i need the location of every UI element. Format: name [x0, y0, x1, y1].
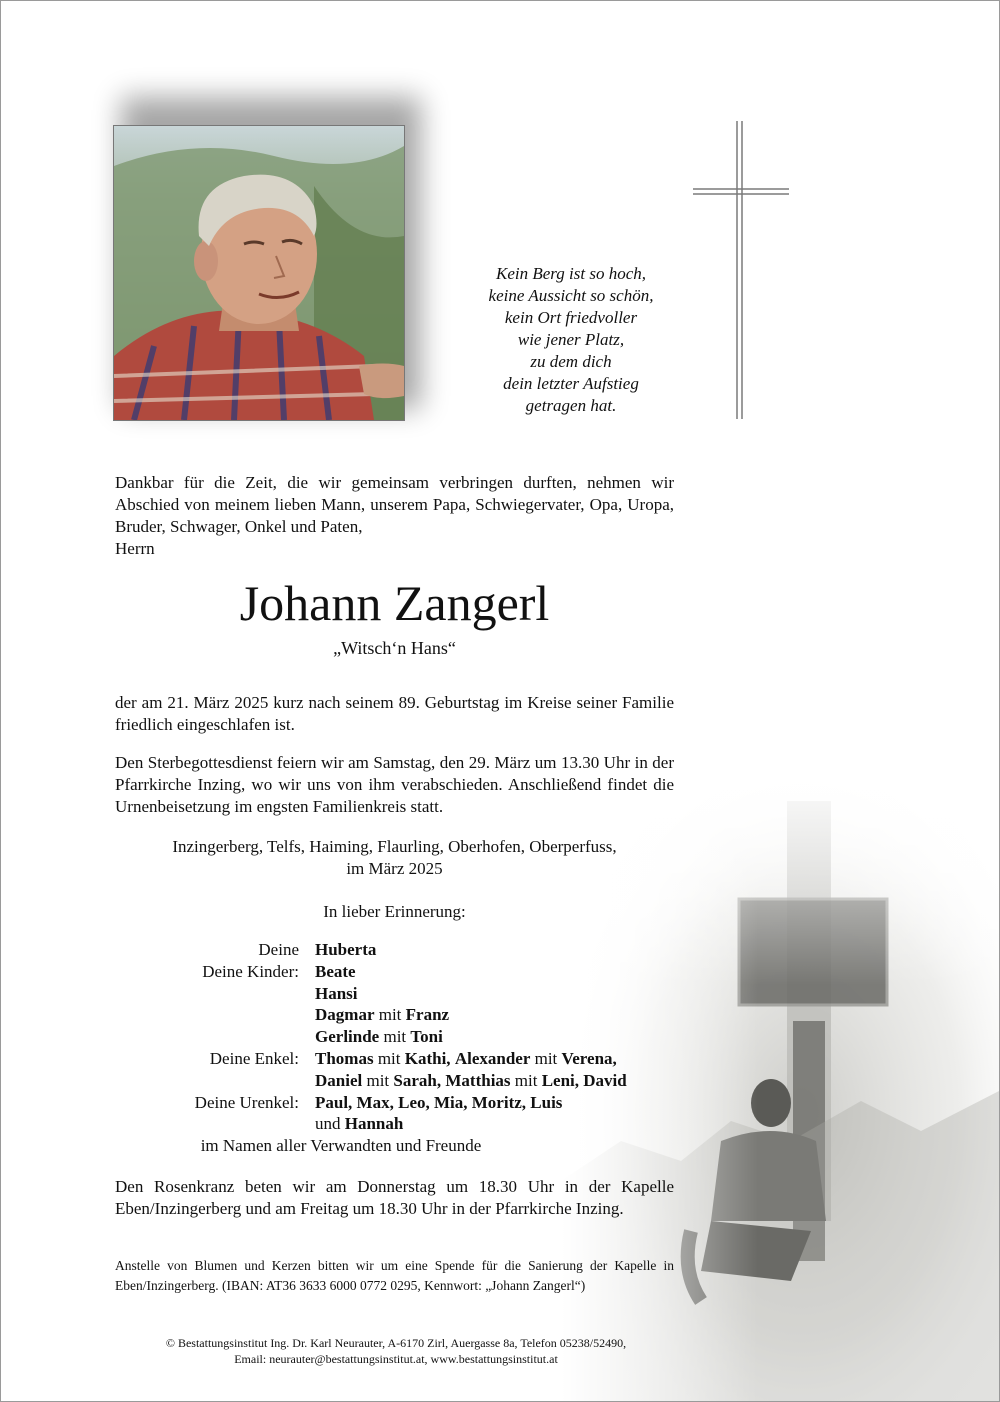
mourner-row — [101, 961, 681, 983]
mourner-row — [101, 1070, 681, 1092]
places-line: Inzingerberg, Telfs, Haiming, Flaurling, Oberhofen, Oberperfuss, — [172, 837, 617, 856]
connector: mit — [514, 1070, 538, 1090]
intro-text — [115, 472, 674, 560]
cross-icon — [691, 121, 791, 421]
connector: mit — [534, 1048, 558, 1068]
connector: mit — [377, 1048, 401, 1068]
mourner-name: Leni, — [541, 1070, 580, 1090]
mourner-name: Matthias — [445, 1070, 511, 1090]
memory-heading: In lieber Erinnerung: — [323, 902, 466, 921]
donation-notice: Anstelle von Blumen und Kerzen bitten wir um eine Spende für die Sanierung der Kapelle in Eben/Inzingerberg. (IBAN: AT36 3633 6000 0772 0295, Kennwort: „Johann Zangerl“) — [115, 1258, 674, 1293]
connector: mit — [378, 1005, 402, 1025]
poem-line: kein Ort friedvoller — [504, 308, 638, 327]
mourner-name: Paul, Max, Leo, Mia, Moritz, Luis — [315, 1092, 563, 1112]
mourner-name: Franz — [405, 1005, 450, 1025]
mourner-row — [101, 1135, 681, 1157]
date-line: im März 2025 — [346, 859, 443, 878]
mourner-name: Hannah — [344, 1114, 404, 1134]
footer-line: © Bestattungsinstitut Ing. Dr. Karl Neurauter, A-6170 Zirl, Auergasse 8a, Telefon 05238/52490, — [165, 1336, 627, 1350]
funeral-notice: Den Sterbegottesdienst feiern wir am Samstag, den 29. März um 13.30 Uhr in der Pfarrkirche Inzing, wo wir uns von ihm verabschieden. Anschließend findet die Urnenbeisetzung im engsten Familienkreis statt. — [115, 753, 674, 816]
poem-line: keine Aussicht so schön, — [488, 286, 654, 305]
relatives-line: im Namen aller Verwandten und Freunde — [200, 1136, 482, 1156]
mourner-name: Hansi — [315, 983, 358, 1003]
mourner-row — [101, 1048, 681, 1070]
mourner-role: Deine Urenkel: — [194, 1092, 299, 1112]
mourner-name: Verena, — [561, 1048, 617, 1068]
mourner-name: Beate — [315, 961, 356, 981]
deceased-name: Johann Zangerl — [239, 575, 550, 631]
places-date — [115, 836, 674, 880]
mourner-row — [101, 939, 681, 961]
mourner-name: Alexander — [454, 1048, 531, 1068]
mourner-name: Thomas — [315, 1048, 374, 1068]
mourner-name: Toni — [410, 1027, 443, 1047]
death-notice: der am 21. März 2025 kurz nach seinem 89. Geburtstag im Kreise seiner Familie friedlich eingeschlafen ist. — [115, 693, 674, 734]
mourner-name: Daniel — [315, 1070, 363, 1090]
footer — [101, 1335, 691, 1367]
mourner-role: Deine Kinder: — [202, 961, 299, 981]
salutation: Herrn — [115, 539, 155, 558]
poem-line: wie jener Platz, — [517, 330, 625, 349]
mourner-row — [101, 1026, 681, 1048]
poem-line: zu dem dich — [530, 352, 612, 371]
mourner-name: Dagmar — [315, 1005, 375, 1025]
mourner-name: Huberta — [315, 940, 377, 959]
mourner-name: Gerlinde — [315, 1027, 380, 1047]
footer-line: Email: neurauter@bestattungsinstitut.at, www.bestattungsinstitut.at — [234, 1352, 558, 1366]
mourner-row — [101, 1092, 681, 1114]
deceased-nickname: „Witsch‘n Hans“ — [333, 638, 456, 658]
mourner-role: Deine Enkel: — [209, 1048, 299, 1068]
portrait-photo — [113, 125, 405, 421]
poem-line: dein letzter Aufstieg — [503, 374, 639, 393]
mourner-name: Sarah, — [393, 1070, 442, 1090]
rosary-notice: Den Rosenkranz beten wir am Donnerstag um 18.30 Uhr in der Kapelle Eben/Inzingerberg und am Freitag um 18.30 Uhr in der Pfarrkirche Inzing. — [115, 1177, 674, 1218]
mourner-role: Deine — [258, 940, 299, 959]
connector: mit — [383, 1027, 407, 1047]
mourner-row — [101, 1113, 681, 1135]
connector: mit — [366, 1070, 390, 1090]
poem-line: getragen hat. — [525, 396, 617, 415]
intro-paragraph: Dankbar für die Zeit, die wir gemeinsam verbringen durften, nehmen wir Abschied von meinem lieben Mann, unserem Papa, Schwiegervater, Opa, Uropa, Bruder, Schwager, Onkel und Paten, — [115, 473, 674, 536]
mourner-row — [101, 983, 681, 1005]
poem — [441, 263, 701, 417]
connector: und — [315, 1114, 341, 1134]
poem-line: Kein Berg ist so hoch, — [496, 264, 646, 283]
mourner-row — [101, 1004, 681, 1026]
mourners-list — [101, 939, 681, 1157]
mourner-name: David — [583, 1070, 627, 1090]
mourner-name: Kathi, — [404, 1048, 451, 1068]
